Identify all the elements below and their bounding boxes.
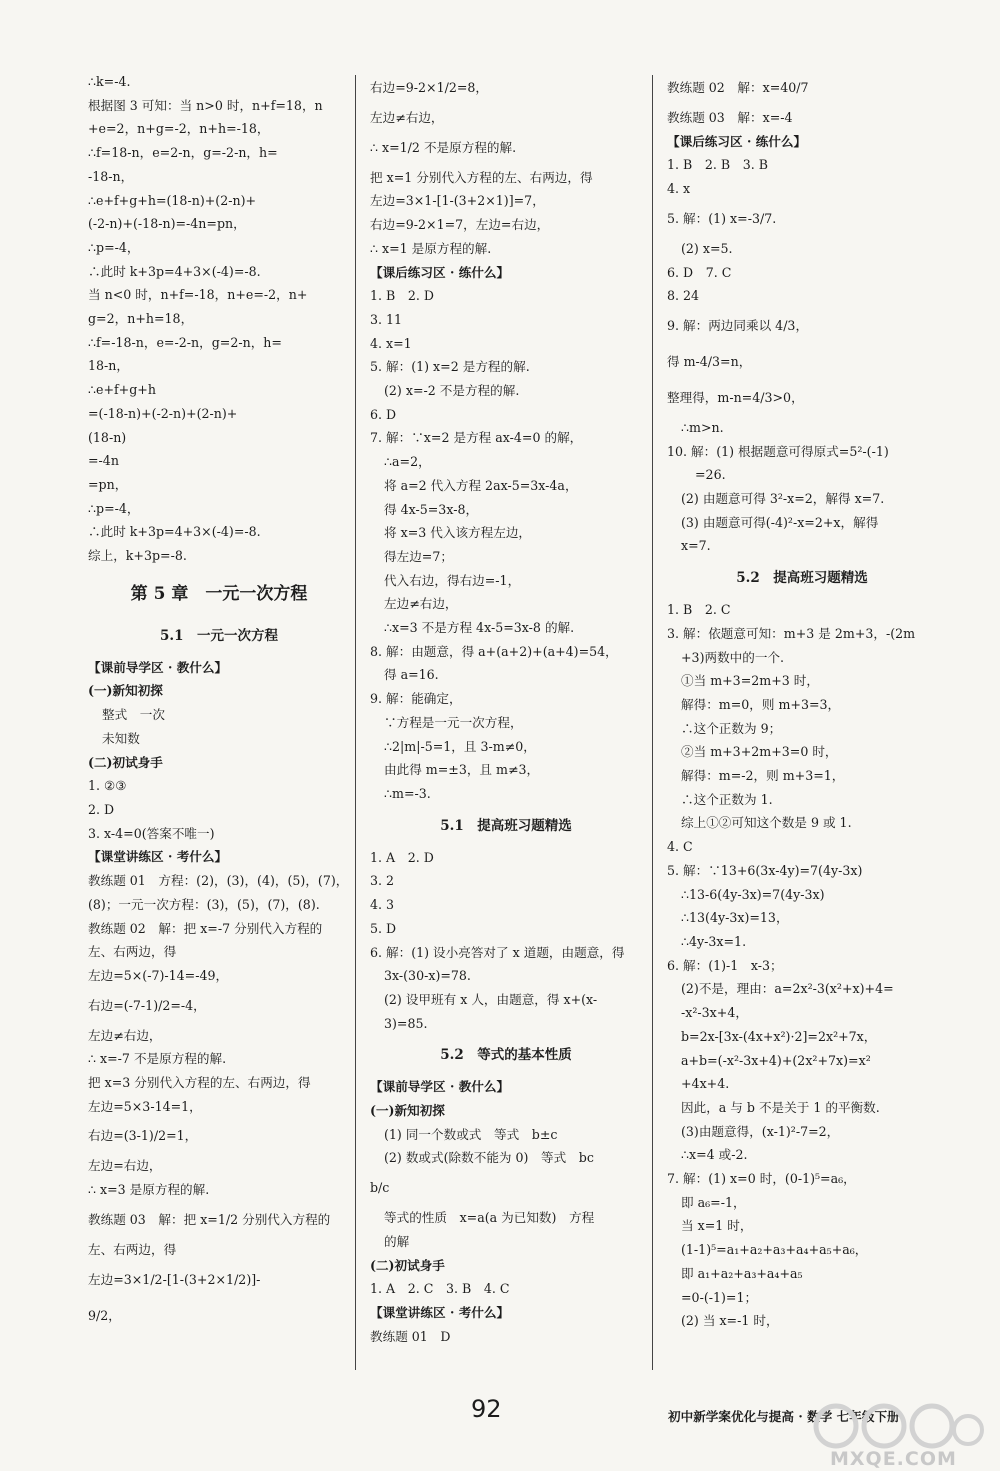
subsection-label: 【课后练习区 · 练什么】: [667, 133, 807, 149]
answer-line: 左边≠右边，: [88, 1027, 162, 1043]
answer-line: 得 a=16.: [384, 667, 439, 683]
answer-line: 右边=9-2×1=7，左边=右边，: [370, 217, 550, 233]
answer-line: ①当 m+3=2m+3 时，: [681, 673, 819, 689]
answer-line: 4. x: [667, 181, 691, 197]
answer-line: (2) 设甲班有 x 人，由题意，得 x+(x-: [384, 991, 598, 1007]
answer-line: 5. 解：(1) x=-3/7.: [667, 210, 777, 226]
answer-line: 9/2，: [88, 1307, 121, 1323]
answer-line: 4. C: [667, 839, 693, 855]
answer-line: (1-1)⁵=a₁+a₂+a₃+a₄+a₅+a₆，: [681, 1242, 868, 1258]
answer-line: =0-(-1)=1；: [681, 1289, 758, 1305]
answer-line: 9. 解：能确定，: [370, 691, 462, 707]
answer-line: 6. D: [370, 406, 397, 422]
answer-line: =(-18-n)+(-2-n)+(2-n)+: [88, 405, 238, 421]
answer-line: ∴m=-3.: [384, 785, 431, 801]
answer-line: 右边=9-2×1/2=8，: [370, 80, 488, 95]
answer-line: (1) 同一个数或式 等式 b±c: [384, 1126, 558, 1142]
column-middle: [370, 70, 642, 1348]
answer-line: ∴x=4 或-2.: [681, 1147, 748, 1163]
answer-line: 将 x=3 代入该方程左边，: [384, 525, 532, 541]
answer-line: (-2-n)+(-18-n)=-4n=pn，: [88, 216, 246, 232]
answer-line: (2) 由题意可得 3²-x=2，解得 x=7.: [681, 491, 885, 507]
answer-line: 1. A 2. C 3. B 4. C: [370, 1281, 510, 1297]
answer-line: ∴ x=3 是原方程的解.: [88, 1182, 210, 1198]
answer-line: 7. 解：∵x=2 是方程 ax-4=0 的解，: [370, 430, 583, 446]
column-right: [667, 70, 937, 1333]
subsection-label: (二)初试身手: [370, 1257, 445, 1273]
answer-line: 右边=(3-1)/2=1，: [88, 1128, 198, 1144]
answer-line: 左边=3×1/2-[1-(3+2×1/2)]-: [88, 1271, 261, 1287]
answer-line: 教练题 02 解：把 x=-7 分别代入方程的: [88, 920, 323, 936]
answer-line: 右边=(-7-1)/2=-4，: [88, 997, 206, 1013]
answer-line: 1. B 2. C: [667, 602, 731, 618]
answer-line: 左边=3×1-[1-(3+2×1)]=7，: [370, 193, 545, 209]
answer-line: ∴2|m|-5=1，且 3-m≠0，: [384, 738, 536, 754]
answer-line: ∴f=-18-n，e=-2-n，g=2-n，h=: [88, 334, 282, 350]
subsection-label: 【课后练习区 · 练什么】: [370, 264, 510, 280]
answer-line: ∴p=-4，: [88, 500, 140, 516]
answer-line: 1. ②③: [88, 778, 127, 794]
answer-line: ∴4y-3x=1.: [681, 933, 747, 949]
answer-line: 将 a=2 代入方程 2ax-5=3x-4a，: [384, 477, 578, 493]
subsection-label: 【课前导学区 · 教什么】: [370, 1079, 510, 1095]
answer-line: =-4n: [88, 453, 119, 469]
answer-line: (2) 数或式(除数不能为 0) 等式 bc: [384, 1150, 594, 1166]
answer-line: 未知数: [102, 730, 140, 746]
answer-line: ∴e+f+g+h=(18-n)+(2-n)+: [88, 192, 257, 208]
answer-line: 3. 解：依题意可知：m+3 是 2m+3，-(2m: [667, 625, 916, 641]
section-heading: 5.1 提高班习题精选: [440, 817, 572, 834]
answer-line: 根据图 3 可知：当 n>0 时，n+f=18，n: [88, 97, 323, 113]
answer-line: a+b=(-x²-3x+4)+(2x²+7x)=x²: [681, 1052, 871, 1068]
subsection-label: 【课堂讲练区 · 考什么】: [88, 849, 228, 865]
answer-line: (2) x=-2 不是方程的解.: [384, 383, 520, 399]
answer-line: 解得：m=-2，则 m+3=1，: [681, 768, 845, 784]
answer-line: 当 n<0 时，n+f=-18，n+e=-2，n+: [88, 287, 308, 303]
answer-line: 左边≠右边，: [370, 110, 444, 125]
column-divider: [355, 75, 356, 1370]
answer-line: (18-n): [88, 429, 127, 445]
answer-line: 左边≠右边，: [384, 596, 458, 612]
subsection-label: 【课堂讲练区 · 考什么】: [370, 1304, 510, 1320]
answer-line: =pn，: [88, 476, 128, 492]
answer-line: ∴13(4y-3x)=13，: [681, 910, 789, 926]
answer-line: g=2，n+h=18，: [88, 311, 194, 327]
answer-line: 由此得 m=±3，且 m≠3，: [384, 762, 540, 778]
answer-line: x=7.: [681, 538, 711, 554]
answer-line: 代入右边，得右边=-1，: [384, 572, 521, 588]
answer-line: 左边=右边，: [88, 1158, 162, 1174]
answer-line: ∴f=18-n，e=2-n，g=-2-n，h=: [88, 145, 278, 161]
footer-book-title: 初中新学案优化与提高 · 数学 七年级下册: [668, 1409, 900, 1424]
answer-line: 教练题 03 解：x=-4: [667, 110, 793, 125]
answer-line: (2) x=5.: [681, 240, 733, 256]
answer-line: 6. D 7. C: [667, 264, 732, 280]
answer-line: 3x-(30-x)=78.: [384, 968, 471, 984]
answer-line: 1. B 2. B 3. B: [667, 157, 769, 173]
answer-line: 综上，k+3p=-8.: [88, 548, 187, 564]
answer-line: ∴13-6(4y-3x)=7(4y-3x): [681, 886, 825, 902]
answer-line: 左边=5×(-7)-14=-49，: [88, 967, 229, 983]
answer-line: ∴ x=1 是原方程的解.: [370, 240, 492, 256]
answer-line: 即 a₁+a₂+a₃+a₄+a₅: [681, 1265, 803, 1281]
answer-line: 2. D: [88, 801, 115, 817]
answer-line: ∴p=-4，: [88, 239, 140, 255]
answer-line: (2)不是，理由：a=2x²-3(x²+x)+4=: [681, 981, 894, 997]
answer-line: 3. 2: [370, 873, 395, 889]
subsection-label: (一)新知初探: [88, 683, 163, 699]
answer-line: 把 x=3 分别代入方程的左、右两边，得: [88, 1075, 311, 1091]
answer-line: ∴a=2，: [384, 454, 431, 470]
answer-line: +3)两数中的一个.: [681, 649, 785, 665]
section-heading: 5.2 等式的基本性质: [440, 1047, 572, 1064]
section-heading: 5.1 一元一次方程: [160, 627, 278, 644]
answer-line: 1. B 2. D: [370, 288, 434, 304]
answer-line: ∴k=-4.: [88, 74, 131, 89]
section-heading: 5.2 提高班习题精选: [736, 570, 868, 587]
answer-line: 3. 11: [370, 311, 403, 327]
answer-line: 4. 3: [370, 897, 395, 913]
answer-line: 9. 解：两边同乘以 4/3，: [667, 317, 809, 333]
answer-line: 因此，a 与 b 不是关于 1 的平衡数.: [681, 1099, 880, 1115]
answer-line: 左、右两边，得: [88, 944, 177, 960]
answer-line: ∴这个正数为 9；: [681, 720, 782, 736]
answer-line: ∴m>n.: [681, 419, 724, 435]
answer-line: 当 x=1 时，: [681, 1218, 753, 1234]
answer-line: ∵方程是一元一次方程，: [384, 714, 523, 730]
answer-line: 10. 解：(1) 根据题意可得原式=5²-(-1): [667, 443, 889, 459]
answer-line: 5. 解：∵13+6(3x-4y)=7(4y-3x): [667, 862, 863, 878]
answer-line: 4. x=1: [370, 335, 412, 351]
answer-line: 的解: [384, 1233, 410, 1249]
answer-line: 8. 24: [667, 288, 700, 304]
answer-line: 得 m-4/3=n，: [667, 353, 752, 369]
answer-line: 教练题 01 方程：(2)，(3)，(4)，(5)，(7)，: [88, 873, 349, 889]
answer-line: ∴e+f+g+h: [88, 382, 156, 398]
column-left: [88, 70, 350, 1334]
answer-line: 教练题 01 D: [370, 1328, 451, 1344]
answer-line: (8)；一元一次方程：(3)，(5)，(7)，(8).: [88, 896, 320, 912]
answer-line: =26.: [695, 467, 726, 483]
answer-line: (3)由题意得，(x-1)²-7=2，: [681, 1123, 840, 1139]
answer-line: ∴这个正数为 1.: [681, 791, 773, 807]
answer-line: 等式的性质 x=a(a 为已知数) 方程: [384, 1210, 595, 1226]
answer-line: 5. D: [370, 920, 397, 936]
answer-line: ∴此时 k+3p=4+3×(-4)=-8.: [88, 263, 261, 279]
answer-line: ②当 m+3+2m+3=0 时，: [681, 744, 838, 760]
subsection-label: 【课前导学区 · 教什么】: [88, 659, 228, 675]
answer-line: 6. 解：(1) 设小亮答对了 x 道题，由题意，得: [370, 944, 625, 960]
subsection-label: (二)初试身手: [88, 754, 163, 770]
answer-line: ∴x=3 不是方程 4x-5=3x-8 的解.: [384, 620, 575, 636]
answer-line: +4x+4.: [681, 1076, 730, 1092]
answer-line: 整式 一次: [102, 707, 165, 723]
answer-line: 18-n，: [88, 358, 129, 374]
answer-line: 左边=5×3-14=1，: [88, 1098, 202, 1114]
answer-line: ∴ x=1/2 不是原方程的解.: [370, 139, 517, 155]
answer-line: +e=2，n+g=-2，n+h=-18，: [88, 121, 270, 137]
answer-line: 得 4x-5=3x-8，: [384, 501, 479, 517]
answer-line: ∴ x=-7 不是原方程的解.: [88, 1051, 227, 1067]
column-divider: [652, 75, 653, 1370]
answer-line: (2) 当 x=-1 时，: [681, 1313, 779, 1329]
answer-line: -x²-3x+4，: [681, 1005, 748, 1021]
page-number: 92: [471, 1395, 502, 1423]
answer-line: b/c: [370, 1180, 390, 1196]
chapter-heading: 第 5 章 一元一次方程: [130, 583, 308, 604]
answer-line: 即 a₆=-1，: [681, 1194, 746, 1210]
answer-line: 教练题 02 解：x=40/7: [667, 80, 809, 95]
answer-line: 1. A 2. D: [370, 849, 434, 865]
answer-line: 把 x=1 分别代入方程的左、右两边，得: [370, 169, 593, 185]
answer-line: 7. 解：(1) x=0 时，(0-1)⁵=a₆，: [667, 1171, 856, 1187]
answer-line: 左、右两边，得: [88, 1241, 177, 1257]
answer-line: (3) 由题意可得(-4)²-x=2+x，解得: [681, 514, 879, 530]
answer-line: 教练题 03 解：把 x=1/2 分别代入方程的: [88, 1211, 331, 1227]
watermark-text: MXQE.COM: [830, 1448, 957, 1470]
answer-line: 3. x-4=0(答案不唯一): [88, 825, 215, 841]
answer-line: 得左边=7；: [384, 548, 453, 564]
answer-line: 整理得，m-n=4/3>0，: [667, 389, 804, 405]
answer-line: ∴此时 k+3p=4+3×(-4)=-8.: [88, 524, 261, 540]
answer-line: -18-n，: [88, 168, 134, 184]
answer-line: b=2x-[3x-(4x+x²)·2]=2x²+7x，: [681, 1028, 877, 1044]
subsection-label: (一)新知初探: [370, 1103, 445, 1119]
answer-line: 解得：m=0，则 m+3=3，: [681, 696, 841, 712]
answer-line: 综上①②可知这个数是 9 或 1.: [681, 815, 852, 831]
answer-line: 8. 解：由题意，得 a+(a+2)+(a+4)=54，: [370, 643, 618, 659]
answer-line: 6. 解：(1)-1 x-3；: [667, 957, 783, 973]
answer-line: 3)=85.: [384, 1015, 428, 1031]
answer-line: 5. 解：(1) x=2 是方程的解.: [370, 359, 530, 375]
